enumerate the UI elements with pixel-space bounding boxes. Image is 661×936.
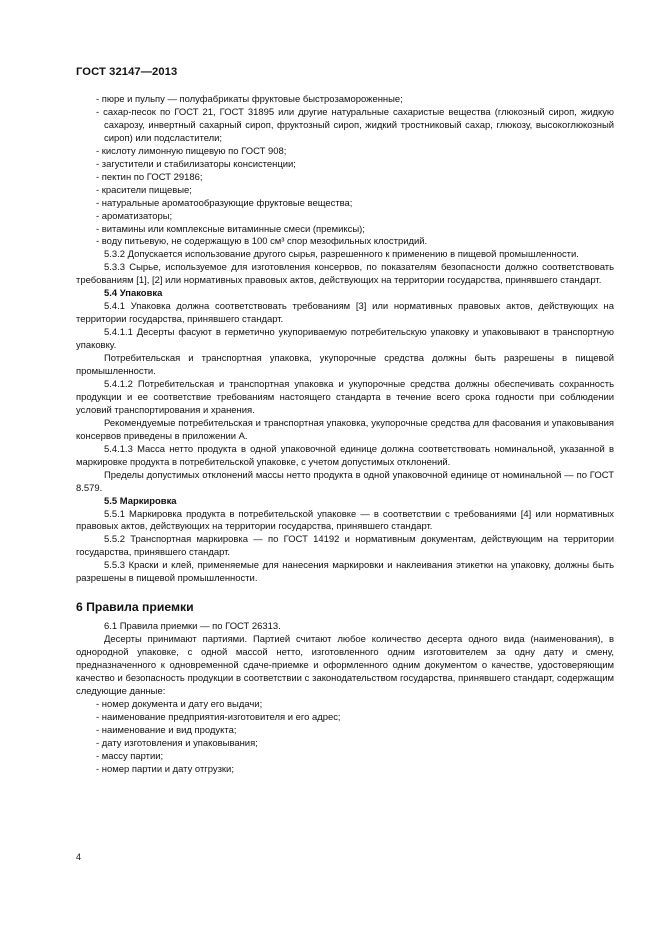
paragraph-6-1-cont: Десерты принимают партиями. Партией считают любое количество десерта одного вида (наименования), в однородной упаковке, с одной массой нетто, изготовленного одним изготовителем за одну дату и смену, предназначенного к одновременной сдаче-приемке и оформленного одним документом о качестве, удостоверяющим качество и безопасность продукции в соответствии с законодательством государства, принявшего стандарт, содержащим следующие данные:	[76, 634, 614, 697]
ingredient-item: - сахар-песок по ГОСТ 21, ГОСТ 31895 или другие натуральные сахаристые вещества (глюкозный сироп, жидкую сахарозу, инвертный сахарный сироп, фруктозный сироп, жидкий тростниковый сахар, глюкозу, высокоглюкозный сироп) или подсластители;	[96, 106, 614, 144]
document-header: ГОСТ 32147—2013	[76, 66, 178, 78]
lot-document-item: - дату изготовления и упаковывания;	[96, 737, 258, 749]
page-number: 4	[76, 852, 82, 862]
heading-5-4: 5.4 Упаковка	[104, 288, 163, 300]
paragraph-6-1: 6.1 Правила приемки — по ГОСТ 26313.	[104, 621, 281, 633]
document-body	[76, 94, 614, 777]
ingredient-item: - ароматизаторы;	[96, 210, 173, 222]
ingredient-item: - натуральные ароматообразующие фруктовые вещества;	[96, 197, 353, 209]
heading-5-5: 5.5 Маркировка	[104, 495, 177, 507]
ingredient-item: - загустители и стабилизаторы консистенции;	[96, 158, 296, 170]
paragraph-5-3-2: 5.3.2 Допускается использование другого сырья, разрешенного к применению в пищевой промышленности.	[104, 249, 579, 261]
paragraph-5-4-1-1-cont: Потребительская и транспортная упаковка, укупорочные средства должны быть разрешены в пищевой промышленности.	[76, 353, 614, 378]
paragraph-5-5-2: 5.5.2 Транспортная маркировка — по ГОСТ 14192 и нормативным документам, действующим на территории государства, принявшего стандарт.	[76, 534, 614, 559]
paragraph-5-4-1-2-cont: Рекомендуемые потребительская и транспортная упаковка, укупорочные средства для фасования и упаковывания консервов приведены в приложении А.	[76, 417, 614, 442]
ingredient-item: - пектин по ГОСТ 29186;	[96, 171, 203, 183]
ingredient-item: - красители пищевые;	[96, 184, 192, 196]
paragraph-5-5-1: 5.5.1 Маркировка продукта в потребительской упаковке — в соответствии с требованиями [4] или нормативных правовых актов, действующих на территории государства, принявшего стандарт.	[76, 508, 614, 533]
paragraph-5-4-1-3: 5.4.1.3 Масса нетто продукта в одной упаковочной единице должна соответствовать номинальной, указанной в маркировке продукта в потребительской упаковке, с учетом допустимых отклонений.	[76, 443, 614, 468]
lot-document-item: - наименование предприятия-изготовителя и его адрес;	[96, 711, 341, 723]
ingredient-item: - пюре и пульпу — полуфабрикаты фруктовые быстрозамороженные;	[96, 94, 403, 105]
ingredient-item: - воду питьевую, не содержащую в 100 см³ спор мезофильных клостридий.	[96, 236, 428, 248]
paragraph-5-5-3: 5.5.3 Краски и клей, применяемые для нанесения маркировки и наклеивания этикетки на упаковку, должны быть разрешены в пищевой промышленности.	[76, 560, 614, 585]
lot-document-item: - наименование и вид продукта;	[96, 724, 237, 736]
paragraph-5-4-1-3-cont: Пределы допустимых отклонений массы нетто продукта в одной упаковочной единице от номинальной — по ГОСТ 8.579.	[76, 469, 614, 494]
paragraph-5-4-1: 5.4.1 Упаковка должна соответствовать требованиям [3] или нормативных правовых актов, действующих на территории государства, принявшего стандарт.	[76, 301, 614, 326]
lot-document-item: - номер партии и дату отгрузки;	[96, 763, 234, 775]
ingredient-item: - кислоту лимонную пищевую по ГОСТ 908;	[96, 145, 287, 157]
lot-document-item: - массу партии;	[96, 750, 164, 762]
heading-section-6: 6 Правила приемки	[76, 600, 194, 615]
ingredient-item: - витамины или комплексные витаминные смеси (премиксы);	[96, 223, 365, 235]
lot-document-item: - номер документа и дату его выдачи;	[96, 698, 263, 710]
paragraph-5-4-1-1: 5.4.1.1 Десерты фасуют в герметично укупориваемую потребительскую упаковку и упаковывают в транспортную упаковку.	[76, 327, 614, 352]
paragraph-5-3-3: 5.3.3 Сырье, используемое для изготовления консервов, по показателям безопасности должно соответствовать требованиям [1], [2] или нормативных правовых актов, действующих на территории государства, принявшего стандарт.	[76, 262, 614, 287]
paragraph-5-4-1-2: 5.4.1.2 Потребительская и транспортная упаковка и укупорочные средства должны обеспечивать сохранность продукции и ее соответствие требованиям настоящего стандарта в течение всего срока годности при соблюдении условий транспортирования и хранения.	[76, 378, 614, 416]
